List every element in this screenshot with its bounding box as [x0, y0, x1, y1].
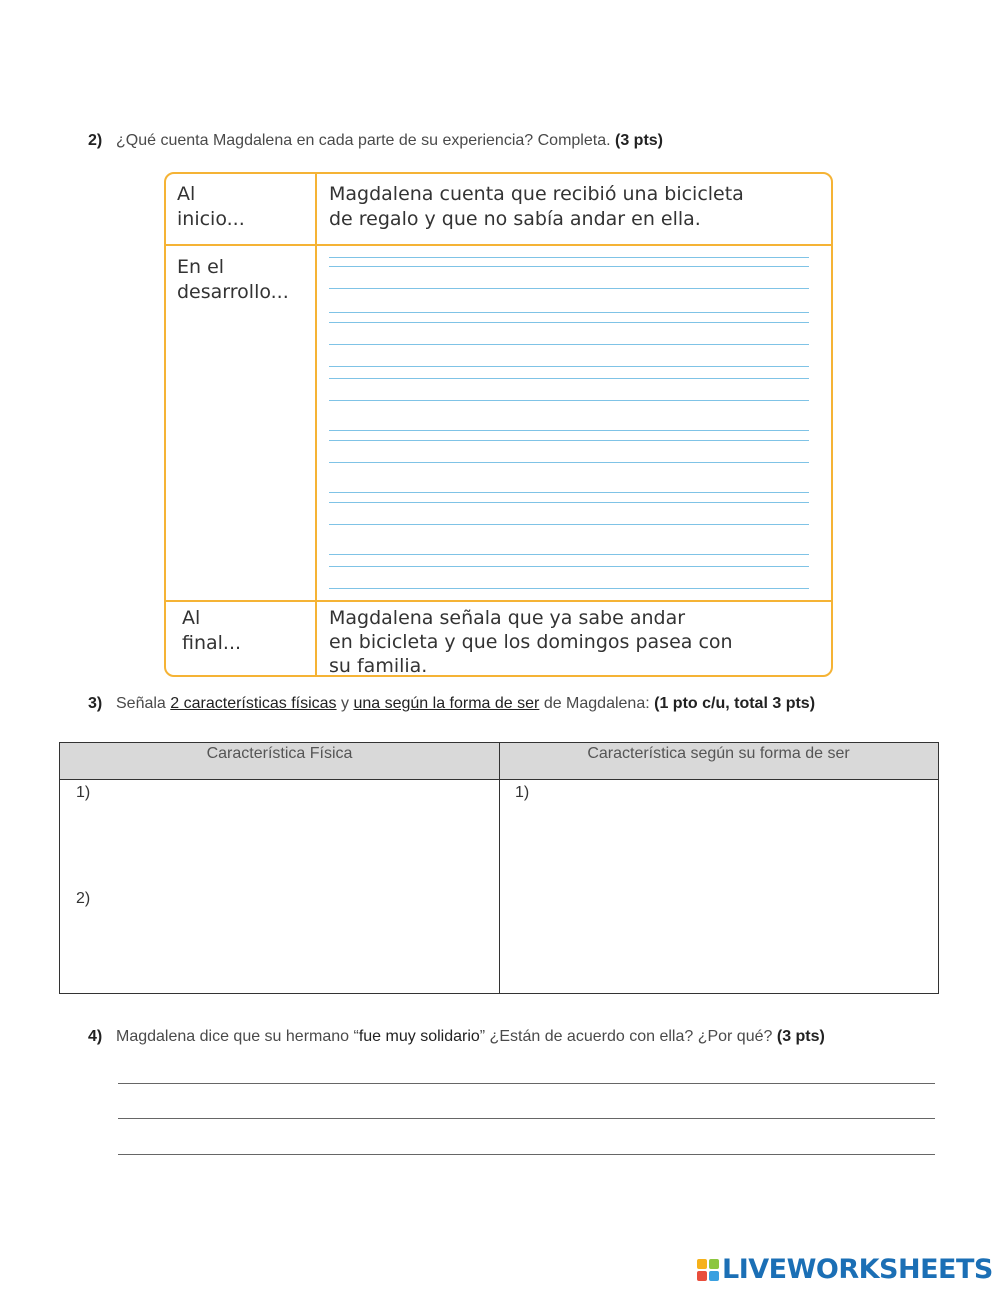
writing-line [329, 430, 809, 431]
column-divider [499, 743, 500, 993]
writing-line [329, 566, 809, 567]
writing-line [329, 400, 809, 401]
question-3-number: 3) [88, 695, 103, 712]
question-2-text: ¿Qué cuenta Magdalena en cada parte de su experiencia? Completa. [116, 132, 611, 149]
liveworksheets-logo [697, 1254, 993, 1285]
writing-line [329, 554, 809, 555]
question-2 [88, 132, 663, 150]
forma-item-1[interactable]: 1) [515, 784, 530, 801]
row-divider [166, 244, 831, 246]
logo-grid-icon [697, 1259, 719, 1281]
inicio-label: Al inicio... [177, 183, 245, 230]
question-4: 4) Magdalena dice que su hermano “fue muy solidario” ¿Están de acuerdo con ella? ¿Por qué? (3 pts) [88, 1028, 825, 1045]
fisica-item-1[interactable]: 1) [76, 784, 91, 801]
quote-text: fue muy solidario [358, 1028, 480, 1045]
question-2-number: 2) [88, 132, 103, 149]
writing-line [329, 366, 809, 367]
question-4-number: 4) [88, 1028, 103, 1045]
writing-line [329, 378, 809, 379]
answer-line[interactable] [118, 1083, 935, 1084]
writing-line [329, 492, 809, 493]
writing-line [329, 502, 809, 503]
column-divider [315, 174, 317, 675]
writing-line [329, 440, 809, 441]
question-3: 3) Señala 2 características físicas y una según la forma de ser de Magdalena: (1 pto c/u, total 3 pts) [88, 695, 816, 712]
writing-line [329, 524, 809, 525]
writing-line [329, 588, 809, 589]
logo-text: LIVEWORKSHEETS [722, 1254, 993, 1285]
final-label: Al final... [182, 607, 242, 654]
header-forma-de-ser: Característica según su forma de ser [587, 745, 850, 762]
question-3-points: (1 pto c/u, total 3 pts) [654, 695, 816, 712]
writing-line [329, 288, 809, 289]
question-2-points: (3 pts) [615, 132, 663, 149]
question-4-points: (3 pts) [776, 1028, 825, 1045]
row-divider [166, 600, 831, 602]
writing-line [329, 344, 809, 345]
forma-keyword: una según la forma de ser [353, 695, 540, 712]
inicio-text: Magdalena cuenta que recibió una bicicleta de regalo y que no sabía andar en ella. [329, 183, 744, 230]
writing-line [329, 322, 809, 323]
writing-line [329, 266, 809, 267]
logo-square [697, 1271, 707, 1281]
logo-square [709, 1259, 719, 1269]
desarrollo-label: En el desarrollo... [177, 256, 289, 303]
story-table [164, 172, 833, 677]
final-text: Magdalena señala que ya sabe andar en bicicleta y que los domingos pasea con su familia. [329, 607, 733, 677]
logo-square [697, 1259, 707, 1269]
characteristics-table [59, 742, 939, 994]
fisica-item-2[interactable]: 2) [76, 890, 91, 907]
writing-line [329, 257, 809, 258]
logo-square [709, 1271, 719, 1281]
header-fisica: Característica Física [206, 745, 353, 762]
answer-line[interactable] [118, 1118, 935, 1119]
fisicas-keyword: 2 características físicas [170, 695, 337, 712]
writing-line [329, 462, 809, 463]
writing-line [329, 312, 809, 313]
answer-line[interactable] [118, 1154, 935, 1155]
